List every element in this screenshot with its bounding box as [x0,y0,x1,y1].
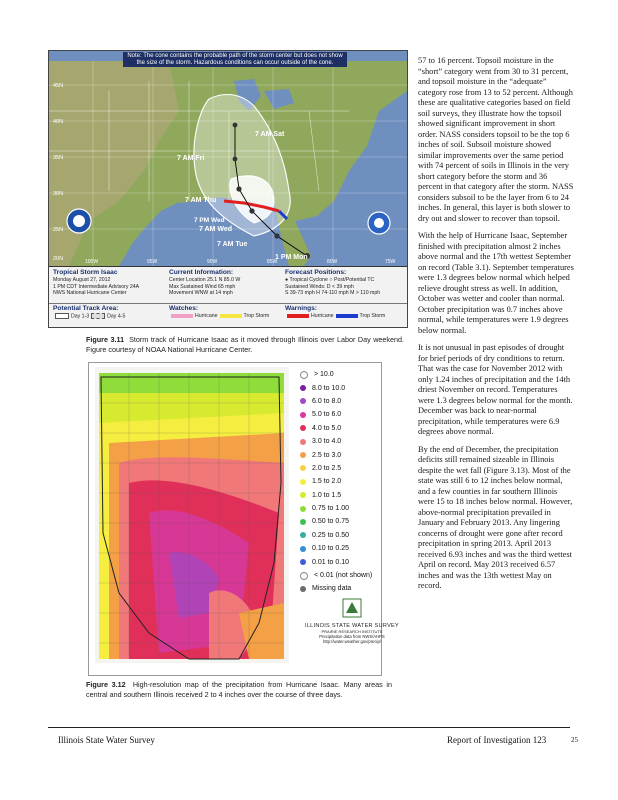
track-label: 7 PM Wed [194,217,225,224]
legend-swatch [300,519,306,525]
legend-item [300,435,390,448]
caption-text: Storm track of Hurricane Isaac as it moved through Illinois over Labor Day weekend. Figure courtesy of NOAA National Hurricane Center. [86,335,404,354]
legend-item [300,368,390,381]
isws-name: ILLINOIS STATE WATER SURVEY [305,623,399,629]
track-label: 1 PM Mon [275,254,308,261]
legend-swatch [300,586,306,592]
legend-label: 0.50 to 0.75 [312,518,349,526]
legend-label: 6.0 to 8.0 [312,397,342,405]
lon-label: 75W [385,259,396,265]
footer-publisher: Illinois State Water Survey [58,735,155,745]
storm-track-map [48,50,408,328]
legend-swatch [300,412,306,418]
legend-swatch [300,532,306,538]
legend-swatch [300,385,306,391]
track-legend-bar [49,303,407,328]
precipitation-legend [300,368,390,596]
day13-label: Day 1-3 [71,313,90,320]
legend-label: 2.5 to 3.0 [312,451,342,459]
caption-label: Figure 3.11 [86,335,125,344]
forecast-post-tc: Post/Potential TC [334,277,375,284]
track-area-legend [53,305,163,320]
lat-label: 35N [53,155,64,161]
legend-swatch [300,506,306,512]
isws-logo-block [302,598,402,644]
hurricane-watch-swatch [171,314,193,318]
legend-label: 2.0 to 2.5 [312,464,342,472]
legend-item [300,515,390,528]
legend-swatch [300,465,306,471]
lat-label: 25N [53,227,64,233]
caption-text: High-resolution map of the precipitation from Hurricane Isaac. Many areas in central and southern Illinois received 2 to 4 inches over the course of three days. [86,680,392,699]
storm-track-map-graphic [49,51,407,266]
post-tc-icon: ○ [329,277,333,284]
legend-item [300,555,390,568]
isws-source: Precipitation data from NWS/AHPS [319,634,385,639]
legend-item [300,542,390,555]
footer-report-title: Report of Investigation 123 [447,735,547,745]
forecast-positions-block [285,269,405,297]
legend-swatch [300,425,306,431]
legend-label: 1.5 to 2.0 [312,478,342,486]
storm-name: Tropical Storm Isaac [53,269,118,276]
legend-label: 0.75 to 1.00 [312,505,349,513]
legend-item [300,582,390,595]
current-movement: Movement WNW at 14 mph [169,290,233,297]
paragraph: It is not unusual in past episodes of drought for brief periods of dry conditions to return. That was the case for November 2012 with only 1.24 inches of precipitation and the 14th driest November on record. Temperatures were 1.3 degrees below normal for the month. December was back to near-normal precipitation, while temperatures were 6.9 degrees above normal. [418,343,573,436]
legend-swatch [300,439,306,445]
lat-label: 40N [53,119,64,125]
forecast-categories: S 39-73 mph H 74-110 mph M > 110 mph [285,290,381,297]
current-info-heading: Current Information: [169,269,234,276]
forecast-winds: Sustained Winds: D < 39 mph [285,283,354,290]
isws-url: http://water.weather.gov/precip/ [323,639,381,644]
current-wind: Max Sustained Wind 65 mph [169,283,236,290]
track-label: 7 AM Fri [177,155,205,162]
legend-label: 0.25 to 0.50 [312,531,349,539]
advisory-source: NWS National Hurricane Center [53,290,127,297]
caption-label: Figure 3.12 [86,680,126,689]
current-location: Center Location 25.1 N 85.0 W [169,277,241,284]
track-label: 7 AM Tue [217,241,248,248]
current-info-block [169,269,279,297]
trop-storm-warning-label: Trop Storm [359,313,386,320]
advisory-date: Monday August 27, 2012 [53,277,111,284]
warnings-label: Warnings: [285,305,317,312]
paragraph: 57 to 16 percent. Topsoil moisture in the “short” category went from 30 to 31 percent, and topsoil moisture in the “adequate” category rose from 13 to 52 percent. Although these are qualitative categories based on field soil surveys, they illustrate how the topsoil showed significant improvement in short order. NASS considers topsoil to be the top 6 inches of soil. Subsoil moisture showed similar improvements over the same period with 74 percent of soils in Illinois in the very short category before the storm and 36 percent in that category after the storm. NASS considers subsoil to be the layer from 6 to 24 inches. In general, this layer is both slower to dry out and slower to recover than topsoil. [418,56,574,223]
paragraph: With the help of Hurricane Isaac, September finished with precipitation almost 2 inches above normal and the 17th wettest September on record (Table 3.1). September temperatures were 1.3 degrees below normal which helped relieve drought stress as well. In addition, October was wetter and cooler than normal. October precipitation was 0.7 inches above normal, while temperatures were 1.9 degrees below normal. [418,231,574,335]
legend-label: > 10.0 [314,371,334,379]
legend-label: 8.0 to 10.0 [312,384,346,392]
footer-rule [48,727,570,728]
legend-item [300,569,390,582]
paragraph: By the end of December, the precipitation deficits still remained sizeable in Illinois despite the wet fall (Figure 3.13). Most of the state was still 6 to 12 inches below normal, and a few counties in far southern Illinois were 15 to 18 inches below normal. However, above-normal precipitation prevailed in January and February 2013. Any lingering concerns of drought were gone after record precipitation in spring 2013. April 2013 received 6.93 inches and was the third wettest April on record. May 2013 received 6.57 inches and was the 13th wettest May on record. [418,444,573,590]
page-number: 25 [571,736,578,744]
legend-item [300,489,390,502]
legend-label: 4.0 to 5.0 [312,424,342,432]
advisory-block [53,269,163,297]
lon-label: 100W [85,259,99,265]
legend-label: 1.0 to 1.5 [312,491,342,499]
legend-swatch [300,479,306,485]
trop-storm-warning-swatch [336,314,358,318]
legend-swatch [300,559,306,565]
legend-swatch [300,572,308,580]
legend-item [300,502,390,515]
map-note: Note: The cone contains the probable path of the storm center but does not show the size of the storm. Hazardous conditions can occur outside of the cone. [123,52,347,67]
hurricane-watch-label: Hurricane [195,313,218,320]
legend-item [300,381,390,394]
legend-item [300,422,390,435]
legend-item [300,529,390,542]
body-text-column [418,56,574,599]
lat-label: 20N [53,256,64,262]
legend-swatch [300,398,306,404]
hurricane-warning-label: Hurricane [311,313,334,320]
legend-item [300,395,390,408]
watches-legend [169,305,279,320]
lon-label: 85W [267,259,278,265]
legend-swatch [300,452,306,458]
day13-swatch [55,313,69,319]
day45-swatch [91,313,105,319]
hurricane-warning-swatch [287,314,309,318]
trop-storm-watch-label: Trop Storm [243,313,270,320]
isws-sub: PRAIRIE RESEARCH INSTITUTE [321,629,383,634]
lon-label: 90W [207,259,218,265]
legend-item [300,448,390,461]
advisory-info-panel [49,266,407,328]
legend-label: < 0.01 (not shown) [314,572,373,580]
legend-label: 3.0 to 4.0 [312,438,342,446]
forecast-heading: Forecast Positions: [285,269,347,276]
advisory-number: 1 PM CDT Intermediate Advisory 24A [53,283,140,290]
lat-label: 30N [53,191,64,197]
lon-label: 95W [147,259,158,265]
legend-label: 5.0 to 6.0 [312,411,342,419]
forecast-tc: Tropical Cyclone [289,277,328,284]
track-area-label: Potential Track Area: [53,305,119,312]
trop-storm-watch-swatch [220,314,242,318]
legend-swatch [300,371,308,379]
lon-label: 80W [327,259,338,265]
legend-label: Missing data [312,585,352,593]
tropical-cyclone-icon: ● [285,277,289,284]
isws-logo-icon [342,598,362,618]
legend-item [300,408,390,421]
track-label: 7 AM Thu [185,197,217,204]
legend-label: 0.01 to 0.10 [312,558,349,566]
track-label: 7 AM Sat [255,131,285,138]
legend-swatch [300,492,306,498]
legend-item [300,475,390,488]
watches-label: Watches: [169,305,199,312]
legend-label: 0.10 to 0.25 [312,545,349,553]
warnings-legend [285,305,405,320]
track-label: 7 AM Wed [199,226,233,233]
figure-3-11-caption [86,335,404,354]
figure-3-12-caption [86,680,392,699]
legend-item [300,462,390,475]
day45-label: Day 4-5 [107,313,126,320]
lat-label: 45N [53,83,64,89]
legend-swatch [300,546,306,552]
